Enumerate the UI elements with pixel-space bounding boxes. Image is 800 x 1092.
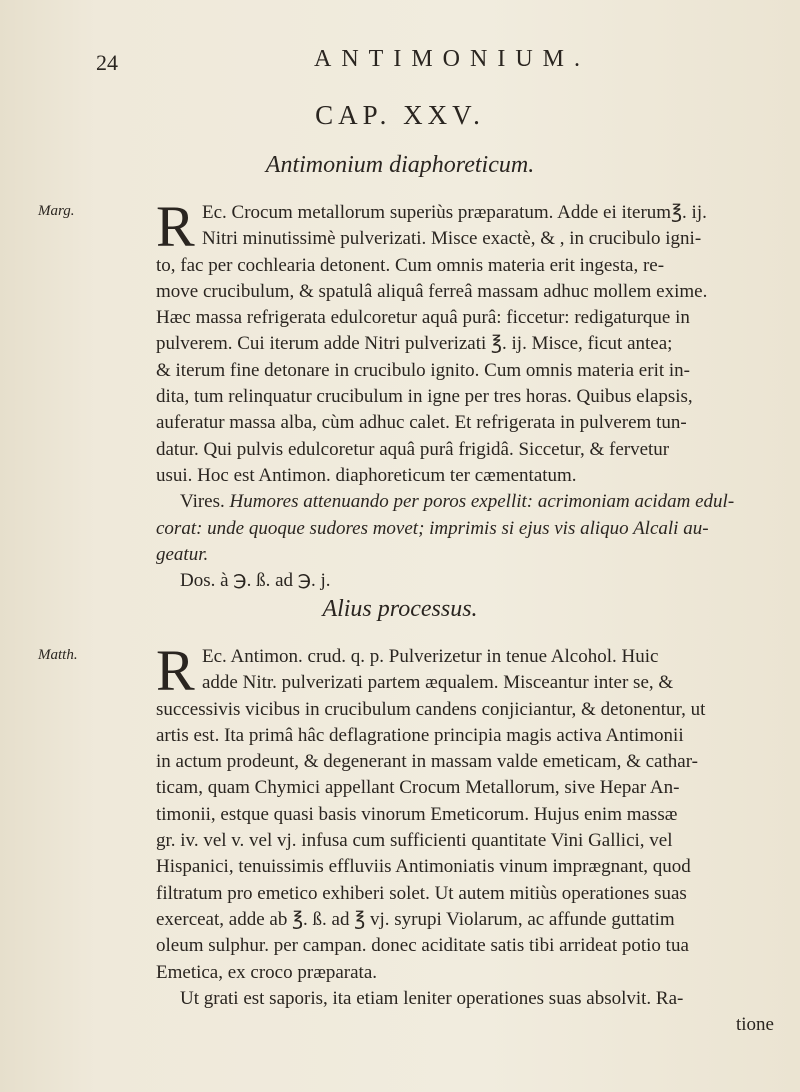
margin-note-marg: Marg. [38,203,75,219]
catchword: tione [736,1014,774,1036]
vires-text: corat: unde quoque sudores movet; imprimis si ejus vis aliquo Alcali au- [156,517,709,539]
vires-label: Vires. [180,491,225,513]
text-line: Hæc massa refrigerata edulcoretur aquâ purâ: ficcetur: redigaturque in [156,307,690,329]
drop-cap-initial: R [156,194,195,259]
drop-cap-initial: R [156,638,195,703]
text-line: Nitri minutissimè pulverizati. Misce exactè, & , in crucibulo igni- [202,228,702,250]
text-line: usui. Hoc est Antimon. diaphoreticum ter cæmentatum. [156,464,577,486]
text-line: pulverem. Cui iterum adde Nitri pulverizati ℥. ij. Misce, ficut antea; [156,333,673,355]
margin-note-matth: Matth. [38,647,78,663]
text-line: adde Nitr. pulverizati partem æqualem. Misceantur inter se, & [202,672,674,694]
text-line: & iterum fine detonare in crucibulo ignito. Cum omnis materia erit in- [156,359,690,381]
page-number: 24 [96,50,118,75]
section-2-text [156,638,782,1038]
text-line: Ec. Crocum metallorum superiùs præparatum. Adde ei iterum℥. ij. [202,202,707,223]
text-line: move crucibulum, & spatulâ aliquâ ferreâ massam adhuc mollem exime. [156,280,708,302]
section-title-alius-processus: Alius processus. [322,596,478,622]
running-title: ANTIMONIUM. [314,46,590,72]
text-line: dita, tum relinquatur crucibulum in igne per tres horas. Quibus elapsis, [156,386,693,408]
section-title-antimonium-diaphoreticum: Antimonium diaphoreticum. [265,152,535,178]
text-line: datur. Qui pulvis edulcoretur aquâ purâ frigidâ. Siccetur, & fervetur [156,438,670,460]
chapter-heading: CAP. XXV. [315,100,485,130]
section-1-text [156,194,782,594]
text-line: Emetica, ex croco præparata. [156,961,378,983]
text-line: timonii, estque quasi basis vinorum Emeticorum. Hujus enim massæ [156,803,678,825]
dose-line: Dos. à ℈. ß. ad ℈. j. [180,570,331,592]
text-line: filtratum pro emetico exhiberi solet. Ut autem mitiùs operationes suas [156,882,687,904]
text-line: successivis vicibus in crucibulum candens conjiciantur, & detonentur, ut [156,698,706,720]
text-line: oleum sulphur. per campan. donec aciditate satis tibi arrideat potio tua [156,935,689,957]
text-line: gr. iv. vel v. vel vj. infusa cum sufficienti quantitate Vini Gallici, vel [156,830,673,852]
text-line: Ut grati est saporis, ita etiam leniter operationes suas absolvit. Ra- [180,987,684,1009]
text-line: exerceat, adde ab ℥. ß. ad ℥ vj. syrupi Violarum, ac affunde guttatim [156,908,675,930]
vires-text: Humores attenuando per poros expellit: acrimoniam acidam edul- [229,491,735,513]
text-line: Hispanici, tenuissimis effluviis Antimoniatis vinum imprægnant, quod [156,856,691,878]
text-line: artis est. Ita primâ hâc deflagratione principia magis activa Antimonii [156,724,684,746]
page-header [96,46,756,86]
vires-text: geatur. [156,543,209,565]
text-line: to, fac per cochlearia detonent. Cum omnis materia erit ingesta, re- [156,254,665,276]
text-line: ticam, quam Chymici appellant Crocum Metallorum, sive Hepar An- [156,777,680,799]
text-line: in actum prodeunt, & degenerant in massam valde emeticam, & cathar- [156,751,698,773]
text-line: auferatur massa alba, cùm adhuc calet. Et refrigerata in pulverem tun- [156,412,687,434]
text-line: Ec. Antimon. crud. q. p. Pulverizetur in tenue Alcohol. Huic [202,646,659,667]
vires-line [156,489,782,515]
